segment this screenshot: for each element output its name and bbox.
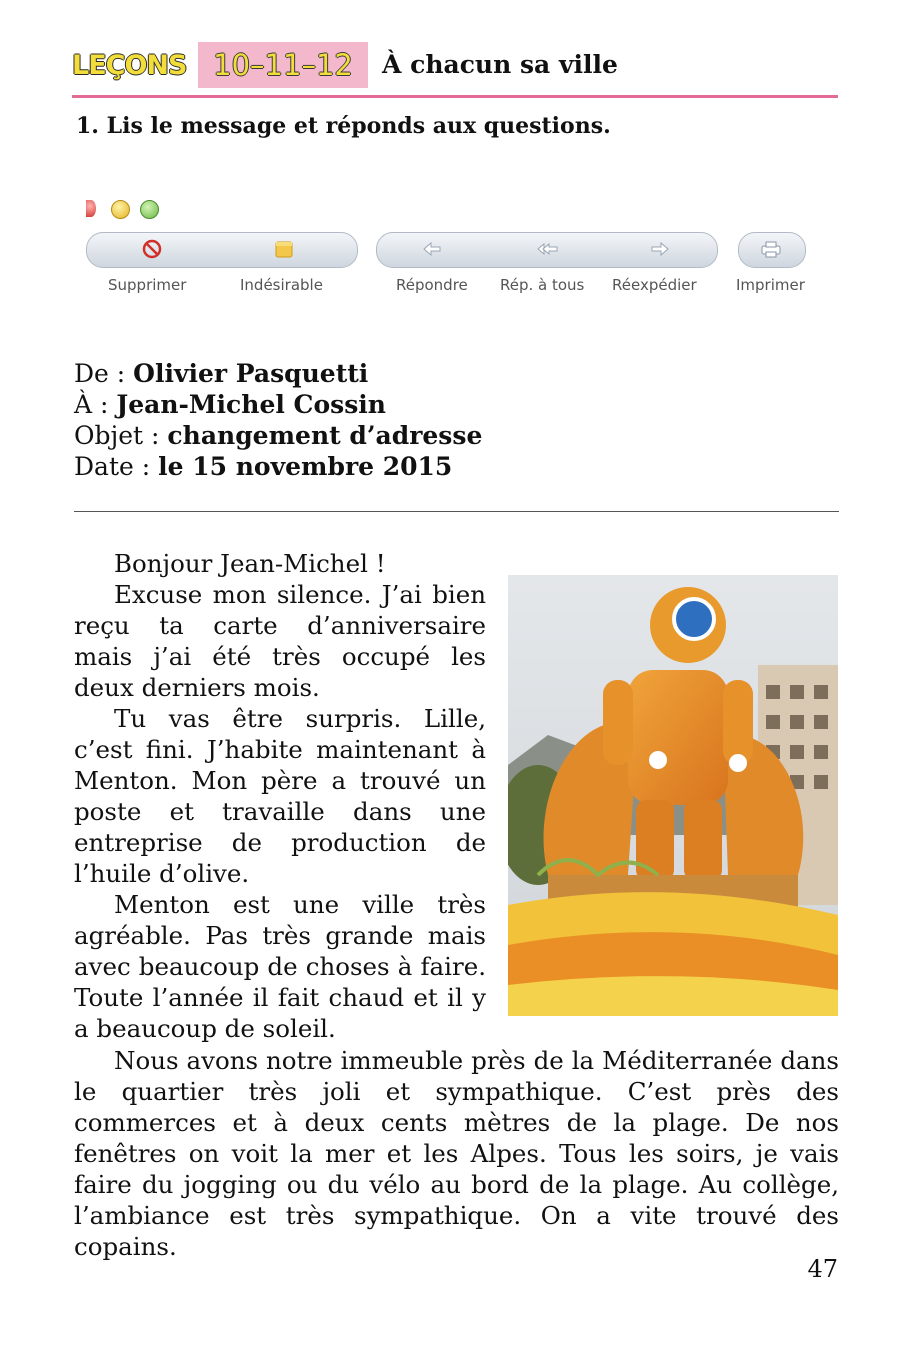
header-divider	[72, 95, 838, 98]
toolbar-label-forward[interactable]: Réexpédier	[612, 276, 697, 294]
to-row	[74, 389, 482, 420]
lesson-numbers-badge: 10–11–12	[198, 42, 368, 88]
print-icon[interactable]	[759, 239, 783, 259]
minimize-window-icon[interactable]	[111, 200, 130, 219]
subject-value: changement d’adresse	[167, 421, 483, 450]
toolbar-label-junk[interactable]: Indésirable	[240, 276, 323, 294]
meta-divider	[74, 511, 839, 512]
reply-icon[interactable]	[420, 239, 444, 259]
from-row	[74, 358, 482, 389]
letter-paragraph-2: Tu vas être surpris. Lille, c’est fini. J’habite maintenant à Menton. Mon père a trouvé un poste et travaille dans une entreprise de production de l’huile d’olive.	[74, 704, 486, 888]
zoom-window-icon[interactable]	[140, 200, 159, 219]
mail-toolbar	[82, 190, 812, 315]
toolbar-group-delete-junk	[86, 232, 358, 268]
to-label: À :	[74, 390, 109, 419]
letter-paragraph-1: Excuse mon silence. J’ai bien reçu ta carte d’anniversaire mais j’ai été très occupé les deux derniers mois.	[74, 580, 486, 702]
date-label: Date :	[74, 452, 151, 481]
from-value: Olivier Pasquetti	[133, 359, 369, 388]
page-number: 47	[807, 1255, 838, 1283]
message-meta	[74, 358, 482, 482]
from-label: De :	[74, 359, 126, 388]
subject-label: Objet :	[74, 421, 160, 450]
junk-icon[interactable]	[272, 239, 296, 259]
subject-row	[74, 420, 482, 451]
to-value: Jean-Michel Cossin	[116, 390, 386, 419]
photo-illustration	[508, 575, 838, 1016]
forward-icon[interactable]	[648, 239, 672, 259]
lesson-header	[72, 42, 838, 94]
letter-column	[74, 548, 486, 1044]
toolbar-label-delete[interactable]: Supprimer	[108, 276, 187, 294]
delete-icon[interactable]	[140, 239, 164, 259]
date-row	[74, 451, 482, 482]
toolbar-label-reply[interactable]: Répondre	[396, 276, 468, 294]
letter-greeting: Bonjour Jean-Michel !	[114, 549, 386, 578]
reply-all-icon[interactable]	[536, 239, 560, 259]
toolbar-label-print[interactable]: Imprimer	[736, 276, 805, 294]
lesson-title: À chacun sa ville	[382, 50, 618, 79]
lecons-label: LEÇONS	[72, 50, 187, 81]
toolbar-label-reply-all[interactable]: Rép. à tous	[500, 276, 585, 294]
letter-full-width	[74, 1045, 839, 1262]
letter-paragraph-4: Nous avons notre immeuble près de la Méditerranée dans le quartier très joli et sympathique. C’est près des commerces et à deux cents mètres de la plage. De nos fenêtres on voit la mer et les Alpes. Tous les soirs, je vais faire du jogging ou du vélo au bord de la plage. Au collège, l’ambiance est très sympathique. On a vite trouvé des copains.	[74, 1046, 839, 1261]
date-value: le 15 novembre 2015	[158, 452, 453, 481]
letter-paragraph-3: Menton est une ville très agréable. Pas très grande mais avec beaucoup de choses à faire. Toute l’année il fait chaud et il y a beaucoup de soleil.	[74, 890, 486, 1043]
menton-lemon-festival-photo	[508, 575, 838, 1016]
exercise-instruction: 1. Lis le message et réponds aux questions.	[76, 113, 611, 139]
close-window-icon[interactable]	[86, 200, 96, 217]
